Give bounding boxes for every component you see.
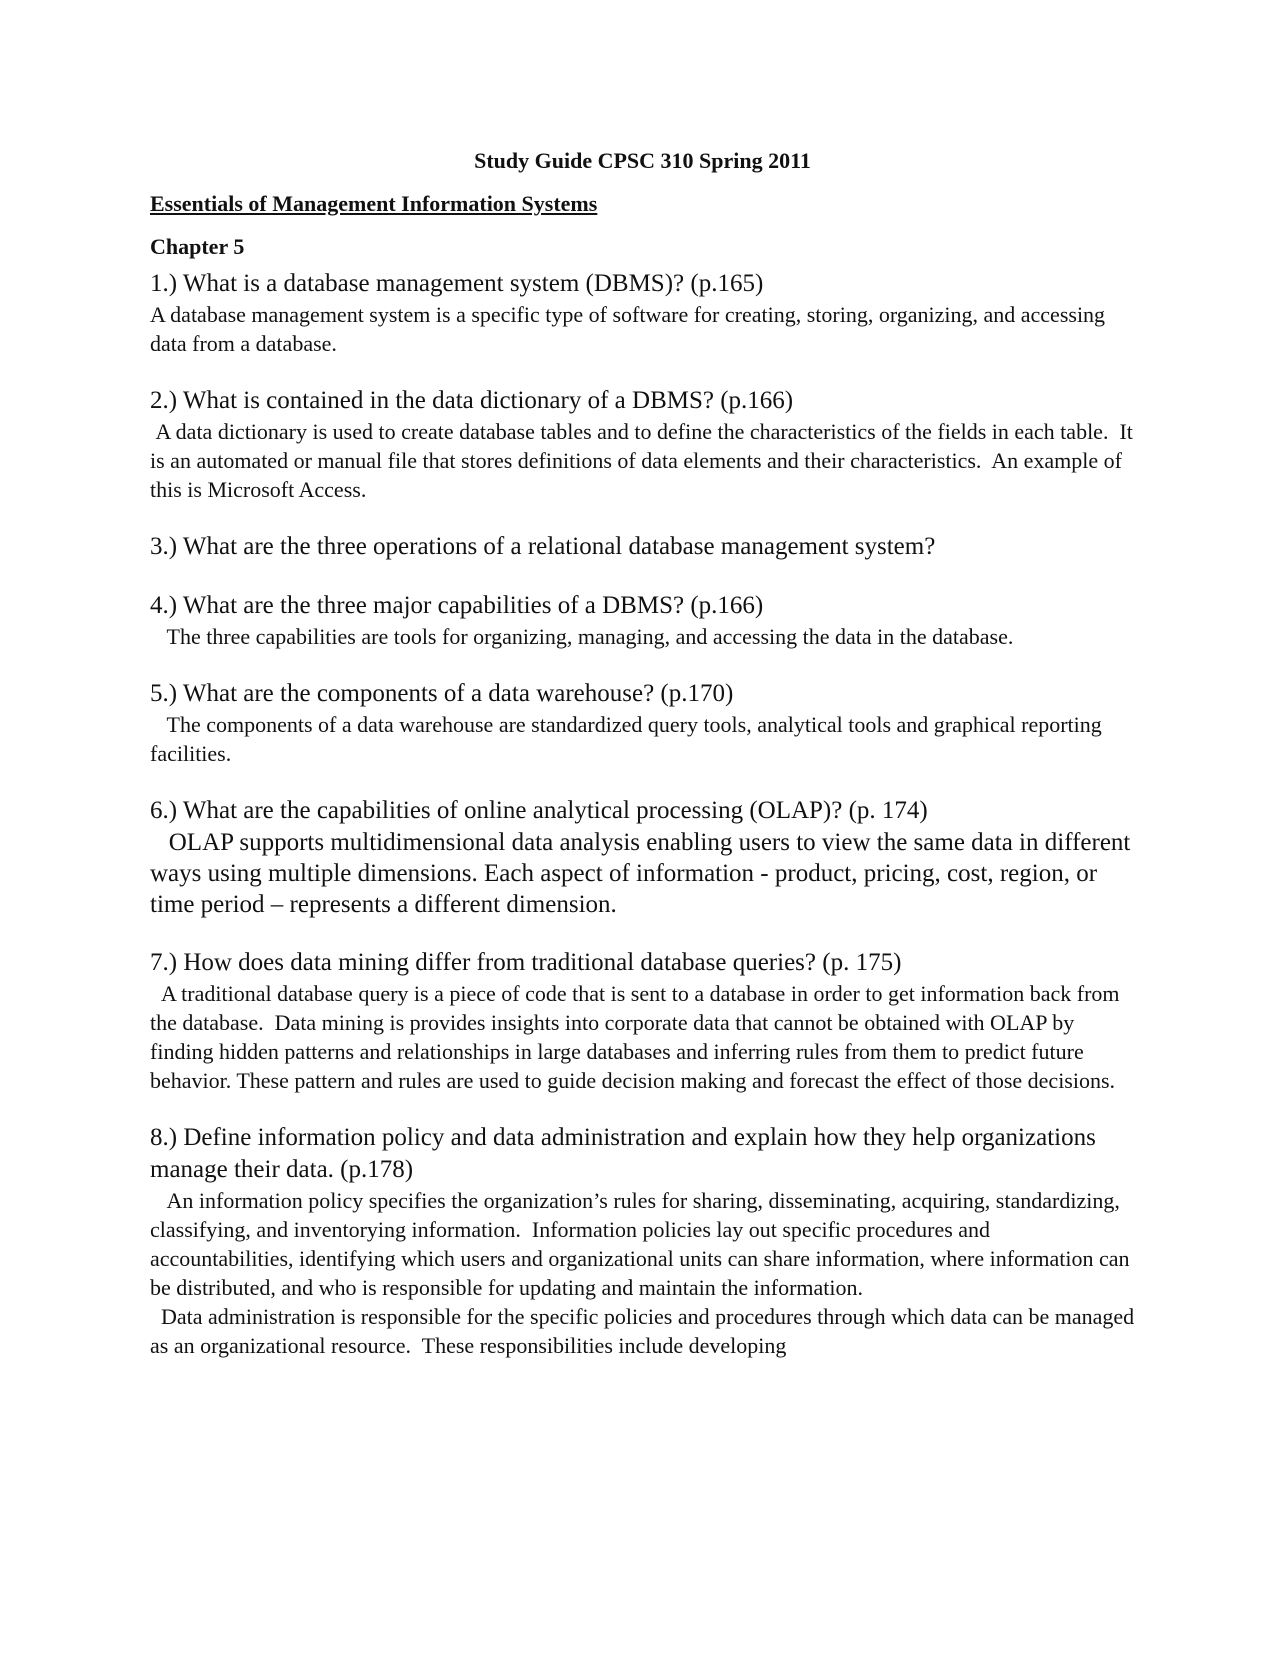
question-text: 6.) What are the capabilities of online analytical processing (OLAP)? (p. 174) bbox=[150, 797, 928, 824]
question-block-3 bbox=[150, 531, 1135, 563]
answer-text: An information policy specifies the organization’s rules for sharing, disseminating, acquiring, standardizing, classifying, and inventorying information. Information policies lay out specific procedures and accountabilities, identifying which users and organizational units can share information, where information can be distributed, and who is responsible for updating and maintain the information. Data administration is responsible for the specific policies and procedures through which data can be managed as an organizational resource. These responsibilities include developing bbox=[150, 1188, 1135, 1358]
question-block-2 bbox=[150, 385, 1139, 504]
question-block-7 bbox=[150, 947, 1135, 1095]
question-text: 3.) What are the three operations of a relational database management system? bbox=[150, 533, 936, 560]
question-block-4 bbox=[150, 590, 1135, 651]
question-text: 1.) What is a database management system (DBMS)? (p.165) bbox=[150, 270, 764, 297]
answer-text: A database management system is a specific type of software for creating, storing, organizing, and accessing data from a database. bbox=[150, 302, 1111, 356]
answer-text: The three capabilities are tools for organizing, managing, and accessing the data in the database. bbox=[150, 624, 1014, 649]
question-text: 7.) How does data mining differ from traditional database queries? (p. 175) bbox=[150, 949, 902, 976]
answer-text: The components of a data warehouse are standardized query tools, analytical tools and graphical reporting facilities. bbox=[150, 712, 1108, 766]
answer-text: A traditional database query is a piece of code that is sent to a database in order to get information back from the database. Data mining is provides insights into corporate data that cannot be obtained with OLAP by finding hidden patterns and relationships in large databases and inferring rules from them to predict future behavior. These pattern and rules are used to guide decision making and forecast the effect of those decisions. bbox=[150, 981, 1126, 1093]
question-block-8 bbox=[150, 1122, 1135, 1360]
question-text: 8.) Define information policy and data administration and explain how they help organizations manage their data. (p.178) bbox=[150, 1124, 1096, 1183]
chapter-heading: Chapter 5 bbox=[150, 234, 245, 259]
question-block-1 bbox=[150, 268, 1135, 358]
document-title: Study Guide CPSC 310 Spring 2011 bbox=[474, 148, 811, 173]
document-page bbox=[150, 148, 1139, 1387]
answer-text: OLAP supports multidimensional data analysis enabling users to view the same data in different ways using multiple dimensions. Each aspect of information - product, pricing, cost, region, or time period – represents a different dimension. bbox=[150, 829, 1137, 918]
document-subtitle: Essentials of Management Information Systems bbox=[150, 191, 598, 216]
question-text: 5.) What are the components of a data warehouse? (p.170) bbox=[150, 680, 734, 707]
question-text: 2.) What is contained in the data dictionary of a DBMS? (p.166) bbox=[150, 387, 794, 414]
question-block-5 bbox=[150, 678, 1135, 768]
answer-text: A data dictionary is used to create database tables and to define the characteristics of the fields in each table. It is an automated or manual file that stores definitions of data elements and their characteristics. An example of this is Microsoft Access. bbox=[150, 419, 1139, 502]
question-text: 4.) What are the three major capabilities of a DBMS? (p.166) bbox=[150, 592, 764, 619]
question-block-6 bbox=[150, 795, 1135, 920]
